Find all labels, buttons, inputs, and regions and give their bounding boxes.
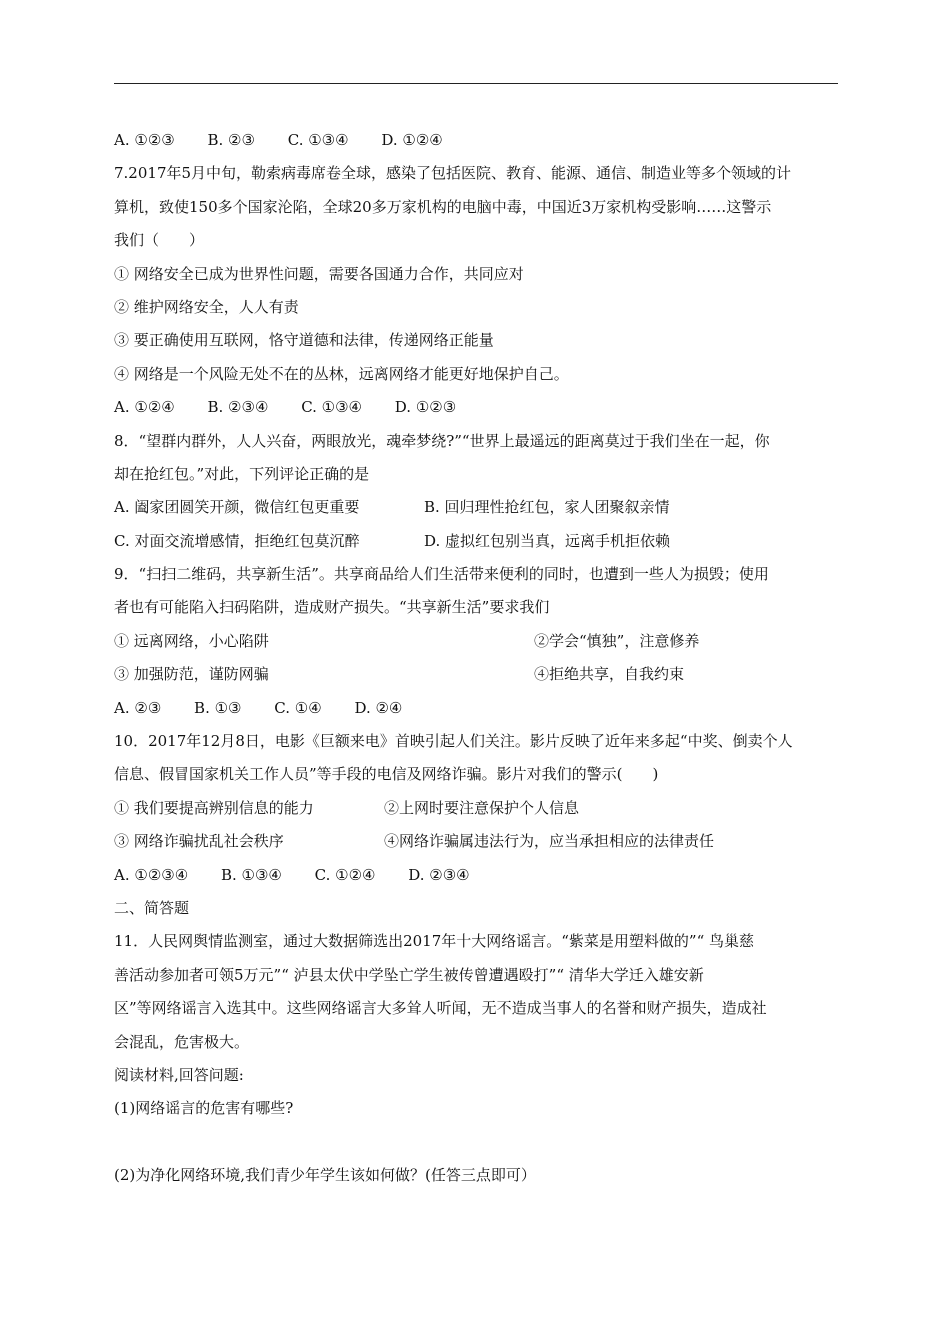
q9-items-row-2 — [114, 658, 838, 691]
q7-stem-line-1: 7.2017年5月中旬，勒索病毒席卷全球，感染了包括医院、教育、能源、通信、制造业等多个领域的计 — [114, 164, 792, 183]
q9-option-b: B. ①③ — [194, 698, 242, 717]
q8-options-row-1 — [114, 491, 838, 524]
q7-item-3: ③ 要正确使用互联网，恪守道德和法律，传递网络正能量 — [114, 331, 494, 350]
q10-stem-line-1: 10．2017年12月8日，电影《巨额来电》首映引起人们关注。影片反映了近年来多起“中奖、倒卖个人 — [114, 732, 793, 751]
q10-item-2: ②上网时要注意保护个人信息 — [384, 798, 580, 817]
q9-item-2: ②学会“慎独”，注意修养 — [534, 631, 700, 650]
q8-stem-line-1: 8．“望群内群外，人人兴奋，两眼放光，魂牵梦绕?”“世界上最遥远的距离莫过于我们坐在一起，你 — [114, 431, 770, 450]
header-rule — [114, 83, 838, 84]
q7-options — [114, 391, 838, 424]
q8-option-d: D. 虚拟红包别当真，远离手机拒依赖 — [424, 531, 671, 550]
q7-option-a: A. ①②④ — [114, 398, 175, 417]
q7-item-2: ② 维护网络安全，人人有责 — [114, 297, 299, 316]
q9-option-d: D. ②④ — [354, 698, 403, 717]
q10-options — [114, 859, 838, 892]
q9-option-a: A. ②③ — [114, 698, 162, 717]
q6-option-c: C. ①③④ — [287, 131, 349, 149]
q9-item-1: ① 远离网络，小心陷阱 — [114, 631, 269, 650]
q7-option-b: B. ②③④ — [207, 398, 269, 417]
q6-option-b: B. ②③ — [207, 131, 255, 149]
q9-option-c: C. ①④ — [274, 698, 322, 717]
q10-option-d: D. ②③④ — [408, 865, 470, 884]
q10-option-c: C. ①②④ — [314, 865, 376, 884]
q11-sub-question-1: (1)网络谣言的危害有哪些? — [114, 1099, 294, 1118]
q7-item-4: ④ 网络是一个风险无处不在的丛林，远离网络才能更好地保护自己。 — [114, 364, 569, 383]
q6-options — [114, 124, 838, 157]
section-heading: 二、简答题 — [114, 898, 190, 917]
q11-stem-line-2: 善活动参加者可领5万元”“ 泸县太伏中学坠亡学生被传曾遭遇殴打”“ 清华大学迁入雄安新 — [114, 965, 704, 984]
q9-item-3: ③ 加强防范，谨防网骗 — [114, 665, 269, 684]
q11-sub-question-2: (2)为净化网络环境,我们青少年学生该如何做？(任答三点即可） — [114, 1165, 536, 1184]
q6-option-a: A. ①②③ — [114, 131, 175, 149]
q10-items-row-1 — [114, 792, 838, 825]
q9-stem-line-1: 9．“扫扫二维码，共享新生活”。共享商品给人们生活带来便利的同时，也遭到一些人为损毁；使用 — [114, 565, 769, 584]
q10-item-4: ④网络诈骗属违法行为，应当承担相应的法律责任 — [384, 832, 715, 851]
q7-option-c: C. ①③④ — [301, 398, 363, 417]
q10-option-b: B. ①③④ — [220, 865, 282, 884]
q7-option-d: D. ①②③ — [394, 398, 457, 417]
q10-items-row-2 — [114, 825, 838, 858]
q10-stem-line-2: 信息、假冒国家机关工作人员”等手段的电信及网络诈骗。影片对我们的警示( ) — [114, 765, 659, 784]
q7-stem-line-2: 算机，致使150多个国家沦陷，全球20多万家机构的电脑中毒，中国近3万家机构受影响……这警示 — [114, 197, 772, 216]
q8-option-a: A. 阖家团圆笑开颜，微信红包更重要 — [114, 498, 360, 517]
q9-item-4: ④拒绝共享，自我约束 — [534, 665, 685, 684]
q10-item-1: ① 我们要提高辨别信息的能力 — [114, 798, 314, 817]
q8-option-b: B. 回归理性抢红包，家人团聚叙亲情 — [424, 498, 670, 517]
q9-stem-line-2: 者也有可能陷入扫码陷阱，造成财产损失。“共享新生活”要求我们 — [114, 598, 550, 617]
q6-option-d: D. ①②④ — [381, 131, 443, 149]
q8-stem-line-2: 却在抢红包。”对此，下列评论正确的是 — [114, 464, 370, 483]
q8-option-c: C. 对面交流增感情，拒绝红包莫沉醉 — [114, 531, 360, 550]
q10-option-a: A. ①②③④ — [114, 865, 189, 884]
q7-stem-line-3: 我们（ ） — [114, 231, 205, 250]
q7-item-1: ① 网络安全已成为世界性问题，需要各国通力合作，共同应对 — [114, 264, 524, 283]
q9-items-row-1 — [114, 625, 838, 658]
answer-space — [114, 1126, 838, 1159]
q11-stem-line-4: 会混乱，危害极大。 — [114, 1032, 250, 1051]
q11-stem-line-3: 区”等网络谣言入选其中。这些网络谣言大多耸人听闻，无不造成当事人的名誉和财产损失，造成社 — [114, 999, 767, 1018]
document-body — [114, 124, 838, 1192]
q8-options-row-2 — [114, 525, 838, 558]
q11-stem-line-1: 11．人民网舆情监测室，通过大数据筛选出2017年十大网络谣言。“紫菜是用塑料做的”“ 鸟巢慈 — [114, 932, 755, 951]
q9-options — [114, 692, 838, 725]
q10-item-3: ③ 网络诈骗扰乱社会秩序 — [114, 832, 284, 851]
q11-instruction: 阅读材料,回答问题: — [114, 1065, 244, 1084]
